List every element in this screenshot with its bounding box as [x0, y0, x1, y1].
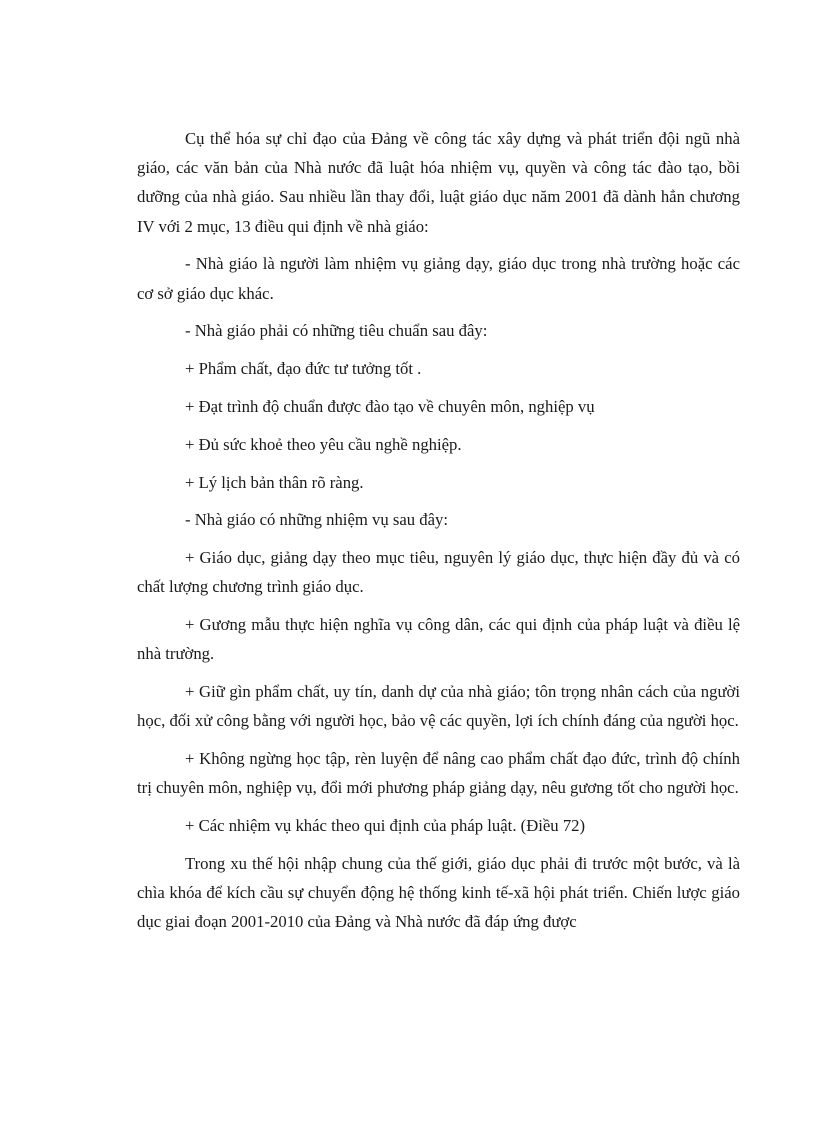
- list-item-duty: + Các nhiệm vụ khác theo qui định của pháp luật. (Điều 72): [185, 816, 586, 836]
- list-item-duty: + Gương mẫu thực hiện nghĩa vụ công dân, các qui định của pháp luật và điều lệ nhà trường.: [137, 615, 740, 664]
- paragraph-duties-heading: - Nhà giáo có những nhiệm vụ sau đây:: [185, 510, 449, 530]
- paragraph-intro: Cụ thể hóa sự chỉ đạo của Đảng về công tác xây dựng và phát triển đội ngũ nhà giáo, các văn bản của Nhà nước đã luật hóa nhiệm vụ, quyền và công tác đào tạo, bồi dưỡng của nhà giáo. Sau nhiều lần thay đổi, luật giáo dục năm 2001 đã dành hẳn chương IV với 2 mục, 13 điều qui định về nhà giáo:: [137, 129, 740, 236]
- list-item-duty: + Giữ gìn phẩm chất, uy tín, danh dự của nhà giáo; tôn trọng nhân cách của người học, đối xử công bằng với người học, bảo vệ các quyền, lợi ích chính đáng của người học.: [137, 682, 740, 731]
- paragraph-teacher-definition: - Nhà giáo là người làm nhiệm vụ giảng dạy, giáo dục trong nhà trường hoặc các cơ sở giáo dục khác.: [137, 254, 740, 303]
- paragraph-standards-heading: - Nhà giáo phải có những tiêu chuẩn sau đây:: [185, 321, 488, 341]
- list-item-duty: + Không ngừng học tập, rèn luyện để nâng cao phẩm chất đạo đức, trình độ chính trị chuyên môn, nghiệp vụ, đổi mới phương pháp giảng dạy, nêu gương tốt cho người học.: [137, 749, 740, 798]
- list-item-standard: + Lý lịch bản thân rõ ràng.: [185, 472, 364, 492]
- list-item-standard: + Phẩm chất, đạo đức tư tưởng tốt .: [185, 359, 422, 379]
- list-item-duty: + Giáo dục, giảng dạy theo mục tiêu, nguyên lý giáo dục, thực hiện đầy đủ và có chất lượng chương trình giáo dục.: [137, 548, 740, 597]
- paragraph-strategy: Trong xu thế hội nhập chung của thế giới, giáo dục phải đi trước một bước, và là chìa khóa để kích cầu sự chuyển động hệ thống kinh tế-xã hội phát triển. Chiến lược giáo dục giai đoạn 2001-2010 của Đảng và Nhà nước đã đáp ứng được: [137, 853, 740, 932]
- list-item-standard: + Đạt trình độ chuẩn được đào tạo về chuyên môn, nghiệp vụ: [185, 397, 595, 416]
- list-item-standard: + Đủ sức khoẻ theo yêu cầu nghề nghiệp.: [185, 434, 462, 454]
- document-body: [137, 124, 740, 945]
